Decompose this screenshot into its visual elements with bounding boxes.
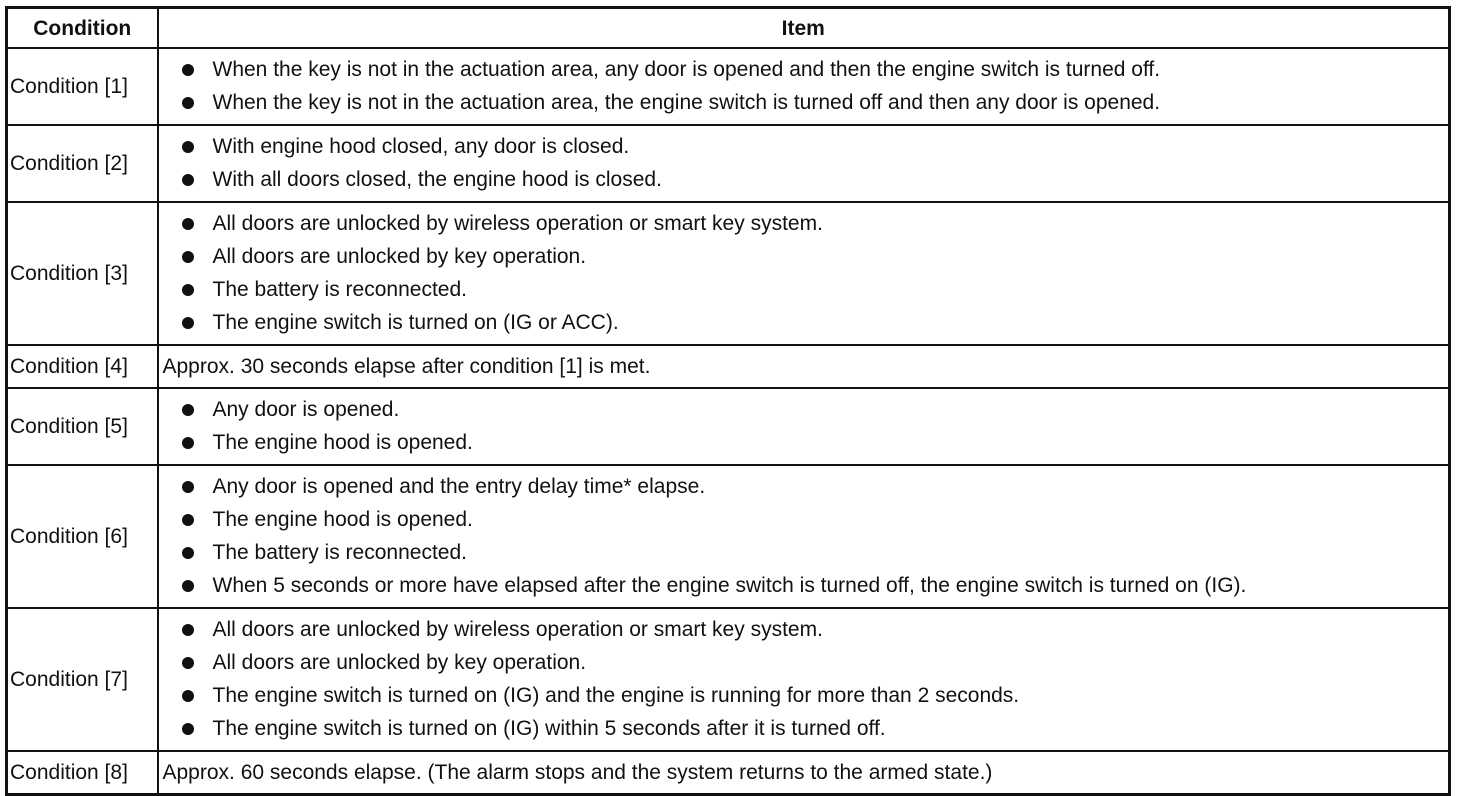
list-item [179, 646, 1445, 679]
condition-items [158, 388, 1450, 465]
condition-text: Approx. 60 seconds elapse. (The alarm stops and the system returns to the armed state.) [158, 751, 1450, 795]
bullet-icon [182, 141, 194, 153]
table-header-row [7, 8, 1450, 49]
table-row [7, 465, 1450, 608]
condition-label: Condition [2] [7, 125, 158, 202]
bullet-icon [182, 64, 194, 76]
item-text: With engine hood closed, any door is closed. [212, 135, 630, 158]
bullet-icon [182, 723, 194, 735]
item-text: The battery is reconnected. [212, 541, 467, 564]
item-text: When the key is not in the actuation area, any door is opened and then the engine switch is turned off. [212, 58, 1161, 81]
table-row [7, 202, 1450, 345]
header-condition: Condition [7, 8, 158, 49]
list-item [179, 712, 1445, 745]
list-item [179, 130, 1445, 163]
bullet-icon [182, 481, 194, 493]
item-text: Any door is opened. [212, 398, 400, 421]
condition-items [158, 48, 1450, 125]
list-item [179, 679, 1445, 712]
item-text: The engine switch is turned on (IG) within 5 seconds after it is turned off. [212, 717, 886, 740]
item-text: All doors are unlocked by key operation. [212, 651, 587, 674]
condition-items [158, 202, 1450, 345]
condition-label: Condition [8] [7, 751, 158, 795]
table-row [7, 125, 1450, 202]
condition-label: Condition [6] [7, 465, 158, 608]
table-row [7, 388, 1450, 465]
list-item [179, 240, 1445, 273]
item-text: All doors are unlocked by wireless operation or smart key system. [212, 212, 823, 235]
item-text: The battery is reconnected. [212, 278, 467, 301]
bullet-icon [182, 284, 194, 296]
list-item [179, 536, 1445, 569]
condition-label: Condition [5] [7, 388, 158, 465]
bullet-icon [182, 404, 194, 416]
item-text: The engine switch is turned on (IG or ACC). [212, 311, 619, 334]
list-item [179, 393, 1445, 426]
item-text: When the key is not in the actuation area, the engine switch is turned off and then any door is opened. [212, 91, 1161, 114]
table-row [7, 608, 1450, 751]
bullet-icon [182, 174, 194, 186]
table-row [7, 48, 1450, 125]
item-text: The engine hood is opened. [212, 508, 473, 531]
bullet-icon [182, 97, 194, 109]
list-item [179, 207, 1445, 240]
condition-label: Condition [4] [7, 345, 158, 388]
list-item [179, 470, 1445, 503]
list-item [179, 86, 1445, 119]
list-item [179, 569, 1445, 602]
bullet-icon [182, 547, 194, 559]
list-item [179, 163, 1445, 196]
bullet-icon [182, 437, 194, 449]
list-item [179, 613, 1445, 646]
item-text: Any door is opened and the entry delay time* elapse. [212, 475, 706, 498]
condition-items [158, 465, 1450, 608]
table-row [7, 345, 1450, 388]
bullet-icon [182, 317, 194, 329]
condition-text: Approx. 30 seconds elapse after condition [1] is met. [158, 345, 1450, 388]
item-text: The engine switch is turned on (IG) and the engine is running for more than 2 seconds. [212, 684, 1020, 707]
condition-table [5, 6, 1451, 796]
bullet-icon [182, 690, 194, 702]
item-text: With all doors closed, the engine hood is closed. [212, 168, 662, 191]
list-item [179, 53, 1445, 86]
bullet-icon [182, 624, 194, 636]
list-item [179, 273, 1445, 306]
bullet-icon [182, 218, 194, 230]
condition-table-container [5, 6, 1451, 796]
condition-items [158, 608, 1450, 751]
item-text: All doors are unlocked by key operation. [212, 245, 587, 268]
item-text: All doors are unlocked by wireless operation or smart key system. [212, 618, 823, 641]
item-text: The engine hood is opened. [212, 431, 473, 454]
bullet-icon [182, 251, 194, 263]
condition-items [158, 125, 1450, 202]
condition-label: Condition [3] [7, 202, 158, 345]
condition-label: Condition [1] [7, 48, 158, 125]
item-text: When 5 seconds or more have elapsed after the engine switch is turned off, the engine switch is turned on (IG). [212, 574, 1247, 597]
list-item [179, 306, 1445, 339]
condition-label: Condition [7] [7, 608, 158, 751]
list-item [179, 503, 1445, 536]
header-item: Item [158, 8, 1450, 49]
bullet-icon [182, 514, 194, 526]
list-item [179, 426, 1445, 459]
bullet-icon [182, 657, 194, 669]
bullet-icon [182, 580, 194, 592]
